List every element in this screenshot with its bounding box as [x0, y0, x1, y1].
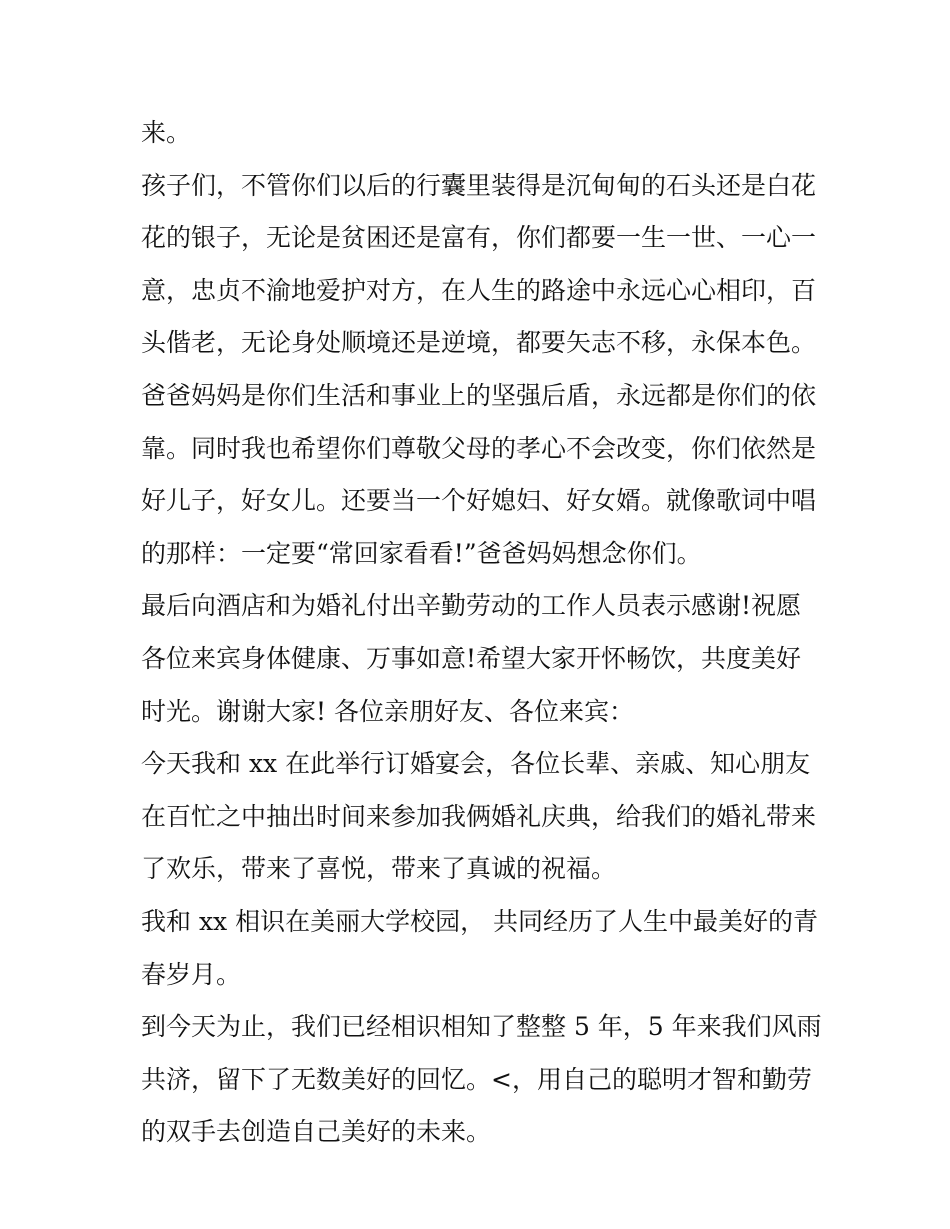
text-line: 了欢乐，带来了喜悦，带来了真诚的祝福。 — [141, 854, 617, 884]
text-line: 头偕老，无论身处顺境还是逆境，都要矢志不移，永保本色。 — [141, 328, 817, 358]
text-line: 各位来宾身体健康、万事如意!希望大家开怀畅饮，共度美好 — [141, 643, 802, 673]
text-line: 的那样：一定要“常回家看看!”爸爸妈妈想念你们。 — [141, 538, 702, 568]
text-line: 我和 xx 相识在美丽大学校园， 共同经历了人生中最美好的青 — [141, 906, 819, 936]
text-line: 孩子们，不管你们以后的行囊里装得是沉甸甸的石头还是白花 — [141, 170, 817, 200]
text-line: 共济，留下了无数美好的回忆。<，用自己的聪明才智和勤劳 — [141, 1064, 812, 1094]
text-line: 爸爸妈妈是你们生活和事业上的坚强后盾，永远都是你们的依 — [141, 380, 817, 410]
text-line: 意，忠贞不渝地爱护对方，在人生的路途中永远心心相印，百 — [141, 275, 817, 305]
text-line: 靠。同时我也希望你们尊敬父母的孝心不会改变，你们依然是 — [141, 433, 817, 463]
text-line: 来。 — [141, 118, 192, 147]
text-line: 好儿子，好女儿。还要当一个好媳妇、好女婿。就像歌词中唱 — [141, 486, 817, 516]
text-line: 今天我和 xx 在此举行订婚宴会，各位长辈、亲戚、知心朋友 — [141, 749, 811, 779]
body-text — [141, 107, 831, 1159]
text-line: 的双手去创造自己美好的未来。 — [141, 1117, 492, 1147]
text-line: 春岁月。 — [141, 959, 242, 989]
text-line: 到今天为止，我们已经相识相知了整整 5 年，5 年来我们风雨 — [141, 1012, 822, 1042]
text-line: 时光。谢谢大家! 各位亲朋好友、各位来宾： — [141, 696, 634, 726]
text-line: 花的银子，无论是贫困还是富有，你们都要一生一世、一心一 — [141, 223, 817, 253]
text-line: 在百忙之中抽出时间来参加我俩婚礼庆典，给我们的婚礼带来 — [141, 801, 817, 831]
text-line: 最后向酒店和为婚礼付出辛勤劳动的工作人员表示感谢!祝愿 — [141, 591, 802, 621]
